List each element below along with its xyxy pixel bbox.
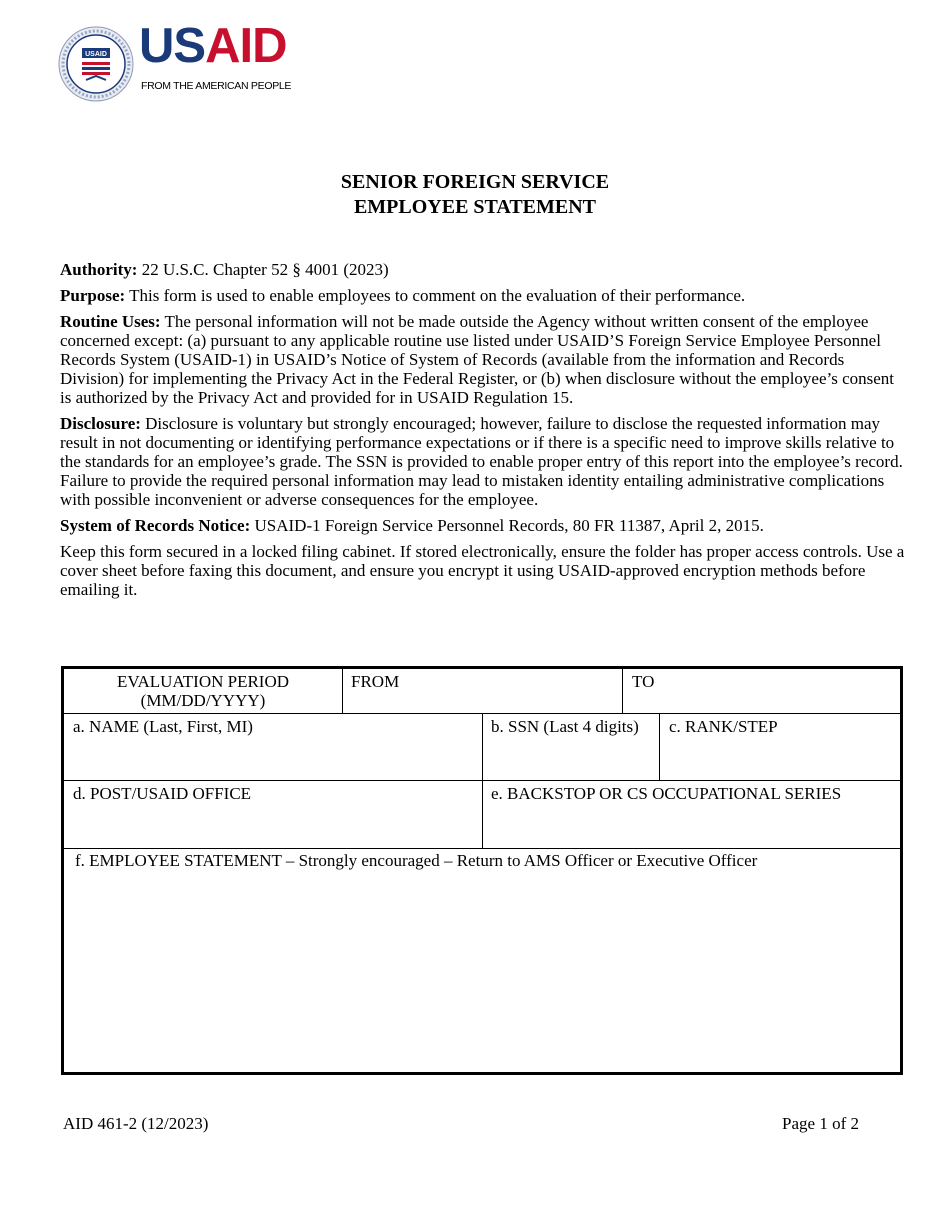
evaluation-period-line-2: (MM/DD/YYYY) (140, 691, 266, 710)
ssn-label: b. SSN (Last 4 digits) (491, 717, 639, 736)
routine-uses-paragraph (60, 312, 905, 407)
evaluation-period-label (64, 672, 342, 710)
from-label: FROM (351, 672, 400, 691)
wordmark-text (139, 19, 286, 73)
to-label: TO (632, 672, 655, 691)
usaid-tagline: FROM THE AMERICAN PEOPLE (141, 80, 292, 92)
to-date-field[interactable] (623, 669, 900, 713)
wordmark-aid: AID (205, 19, 287, 73)
ssn-field[interactable] (483, 714, 659, 780)
security-note: Keep this form secured in a locked filing cabinet. If stored electronically, ensure the folder has proper access controls. Use a cover sheet before faxing this document, and ensure you encrypt it using USAID-approved encryption methods before emailing it. (60, 542, 905, 599)
sorn-text: USAID-1 Foreign Service Personnel Records, 80 FR 11387, April 2, 2015. (254, 516, 764, 535)
form-title (0, 170, 950, 220)
wordmark-us: US (139, 19, 206, 73)
authority-text: 22 U.S.C. Chapter 52 § 4001 (2023) (141, 260, 389, 279)
from-date-field[interactable] (343, 669, 622, 713)
post-office-field[interactable] (64, 781, 482, 848)
purpose-text: This form is used to enable employees to comment on the evaluation of their performance. (129, 286, 746, 305)
evaluation-period-line-1: EVALUATION PERIOD (116, 672, 290, 691)
svg-text:USAID: USAID (85, 51, 107, 58)
employee-statement-label: f. EMPLOYEE STATEMENT – Strongly encouraged – Return to AMS Officer or Executive Officer (75, 851, 758, 870)
privacy-notice (60, 260, 905, 606)
usaid-logo (58, 19, 320, 104)
sorn-label: System of Records Notice: (60, 516, 251, 535)
backstop-label: e. BACKSTOP OR CS OCCUPATIONAL SERIES (491, 784, 842, 803)
rank-step-label: c. RANK/STEP (669, 717, 778, 736)
backstop-field[interactable] (483, 781, 900, 848)
disclosure-label: Disclosure: (60, 414, 141, 433)
name-label: a. NAME (Last, First, MI) (73, 717, 253, 736)
title-line-2: EMPLOYEE STATEMENT (353, 196, 597, 218)
routine-uses-text: The personal information will not be made outside the Agency without written consent of the employee concerned except: (a) pursuant to any applicable routine use listed under USAID’S Foreign Service Employee Personnel Records System (USAID-1) in USAID’s Notice of System of Records (available from the information and Records Division) for implementing the Privacy Act in the Federal Register, or (b) when disclosure without the employee’s consent is authorized by the Privacy Act and provided for in USAID Regulation 15. (60, 312, 895, 407)
sorn-paragraph (60, 516, 905, 535)
name-field[interactable] (64, 714, 482, 780)
usaid-wordmark (139, 19, 287, 73)
disclosure-paragraph (60, 414, 905, 509)
post-office-label: d. POST/USAID OFFICE (73, 784, 252, 803)
purpose-label: Purpose: (60, 286, 126, 305)
routine-uses-label: Routine Uses: (60, 312, 161, 331)
usaid-seal-icon (58, 26, 134, 102)
title-line-1: SENIOR FOREIGN SERVICE (340, 171, 610, 193)
statement-form (61, 666, 903, 1075)
purpose-paragraph (60, 286, 905, 305)
form-number: AID 461-2 (12/2023) (63, 1114, 209, 1133)
employee-statement-field[interactable] (64, 849, 900, 1072)
authority-paragraph (60, 260, 905, 279)
rank-step-field[interactable] (660, 714, 900, 780)
disclosure-text: Disclosure is voluntary but strongly encouraged; however, failure to disclose the requested information may result in not documenting or identifying performance expectations or if there is a specific need to improve skills relative to the standards for an employee’s grade. The SSN is provided to enable proper entry of this report into the employee’s record. Failure to provide the required personal information may lead to mistaken identity entailing administrative complications with possible inconvenient or adverse consequences for the employee. (60, 414, 903, 509)
authority-label: Authority: (60, 260, 138, 279)
page-number: Page 1 of 2 (782, 1114, 859, 1133)
